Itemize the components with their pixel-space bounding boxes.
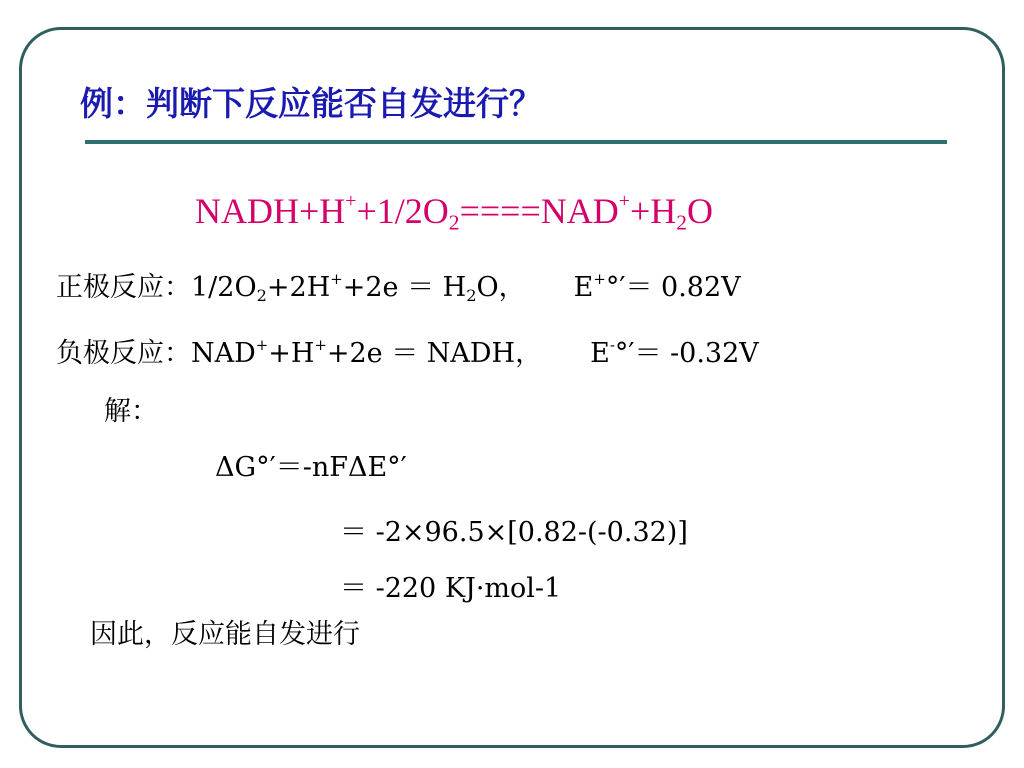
positive-label: 正极反应： (56, 272, 191, 303)
slide-title: 例：判断下反应能否自发进行？ (80, 84, 542, 123)
formula-part: +2e ＝ NADH， (326, 338, 543, 369)
delta-g-formula: ΔG°′＝-nFΔE°′ (215, 452, 407, 483)
formula-sup: + (330, 270, 343, 289)
formula-part: O， (476, 272, 526, 303)
formula-sub: 2 (256, 285, 267, 305)
potential-value: °′＝ -0.32V (614, 338, 759, 369)
potential-value: °′＝ 0.82V (605, 272, 741, 303)
negative-label: 负极反应： (56, 338, 191, 369)
calculation-step-1: ＝ -2×96.5×[0.82-(-0.32)] (340, 517, 688, 548)
potential-symbol: E (573, 272, 594, 303)
eq-part: NADH+H (195, 191, 346, 231)
eq-sub: 2 (676, 210, 688, 235)
formula-sup: + (314, 336, 327, 355)
solution-label: 解： (104, 396, 158, 427)
formula-part: +2H (266, 272, 331, 303)
formula-part: 1/2O (191, 272, 257, 303)
formula-sub: 2 (466, 285, 477, 305)
formula-part: NAD (191, 338, 256, 369)
potential-symbol: E (590, 338, 610, 369)
eq-part: +1/2O (356, 191, 449, 231)
formula-part: +2e ＝ H (342, 272, 467, 303)
eq-sub: 2 (448, 210, 460, 235)
potential-sup: - (609, 336, 615, 355)
eq-part: +H (629, 191, 677, 231)
overall-reaction-equation (195, 190, 714, 235)
positive-electrode-reaction (56, 265, 741, 304)
eq-sup: + (345, 190, 357, 213)
eq-part: O (687, 191, 714, 231)
conclusion-text: 因此，反应能自发进行 (90, 619, 360, 650)
eq-sup: + (618, 190, 630, 213)
potential-sup: + (593, 270, 606, 289)
title-divider (85, 140, 947, 144)
calculation-step-2: ＝ -220 KJ·mol-1 (340, 573, 562, 604)
negative-electrode-reaction (56, 331, 759, 370)
formula-sup: + (255, 336, 269, 355)
formula-part: +H (268, 338, 315, 369)
eq-part: ====NAD (459, 191, 619, 231)
